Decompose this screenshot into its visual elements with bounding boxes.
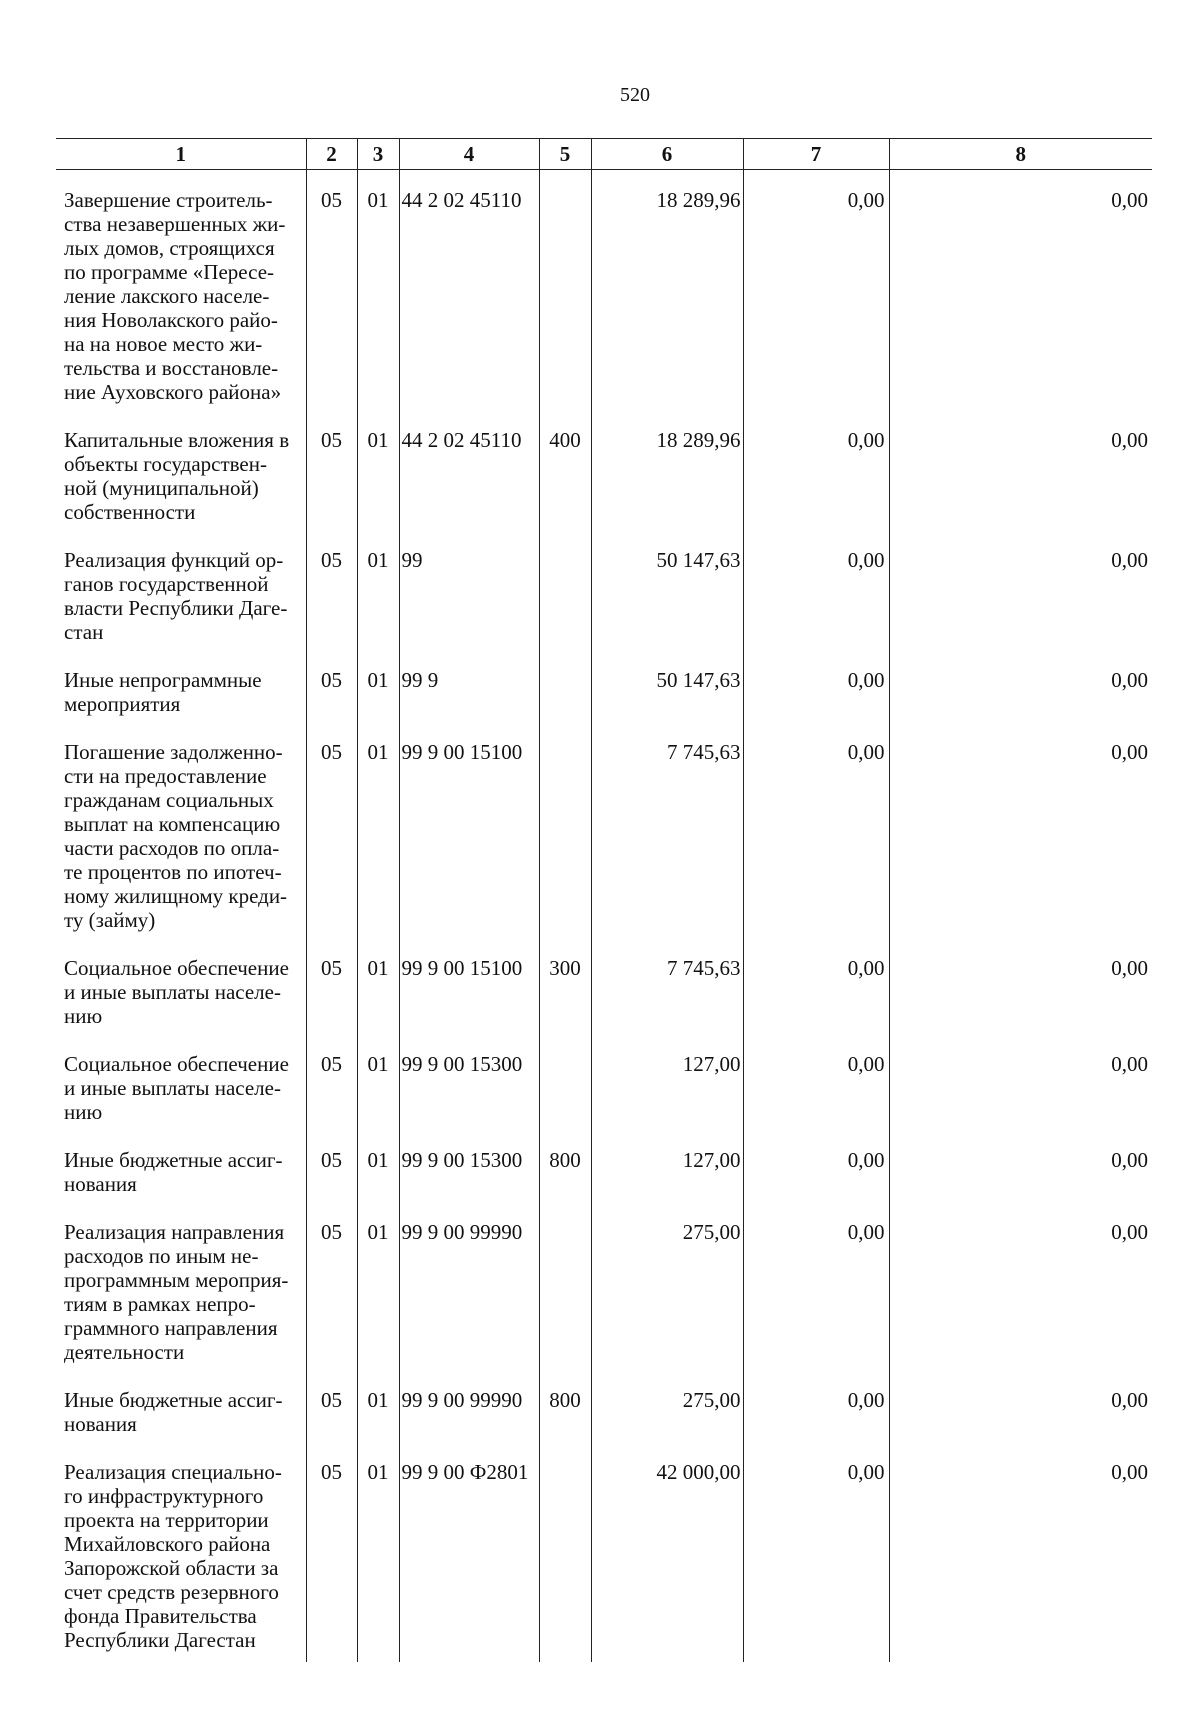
row-target-article: 99 9 00 99990 <box>399 1388 539 1460</box>
header-col-3: 3 <box>357 139 399 170</box>
row-target-article: 99 9 00 Ф2801 <box>399 1460 539 1662</box>
row-subsection: 01 <box>357 1220 399 1388</box>
row-subsection: 01 <box>357 1148 399 1220</box>
header-col-5: 5 <box>539 139 591 170</box>
row-amount: 127,00 <box>591 1052 743 1148</box>
row-amount: 18 289,96 <box>591 170 743 429</box>
row-target-article: 44 2 02 45110 <box>399 170 539 429</box>
row-target-article: 44 2 02 45110 <box>399 428 539 548</box>
row-subsection: 01 <box>357 740 399 956</box>
table-row <box>56 1388 1152 1460</box>
row-col7: 0,00 <box>743 668 889 740</box>
row-section: 05 <box>306 956 357 1052</box>
table-row <box>56 548 1152 668</box>
row-col8: 0,00 <box>889 956 1152 1052</box>
row-col8: 0,00 <box>889 548 1152 668</box>
header-col-2: 2 <box>306 139 357 170</box>
row-amount: 50 147,63 <box>591 548 743 668</box>
row-name: Реализация функций ор- ганов государственной власти Республики Даге- стан <box>56 548 306 668</box>
page-number: 520 <box>620 84 650 106</box>
row-target-article: 99 9 00 15300 <box>399 1052 539 1148</box>
row-subsection: 01 <box>357 170 399 429</box>
row-col7: 0,00 <box>743 1052 889 1148</box>
row-expense-type <box>539 1052 591 1148</box>
row-col8: 0,00 <box>889 668 1152 740</box>
row-amount: 50 147,63 <box>591 668 743 740</box>
row-col8: 0,00 <box>889 1388 1152 1460</box>
row-section: 05 <box>306 1460 357 1662</box>
row-name: Завершение строитель- ства незавершенных жи- лых домов, строящихся по программе «Пересе- ление лакского населе- ния Новолакского райо- на на новое место жи- тельства и восстановле- ние Ауховского района» <box>56 170 306 429</box>
row-subsection: 01 <box>357 1388 399 1460</box>
row-expense-type <box>539 668 591 740</box>
row-target-article: 99 9 00 15100 <box>399 956 539 1052</box>
row-expense-type: 400 <box>539 428 591 548</box>
header-col-7: 7 <box>743 139 889 170</box>
row-name: Капитальные вложения в объекты государствен- ной (муниципальной) собственности <box>56 428 306 548</box>
row-col7: 0,00 <box>743 1388 889 1460</box>
row-section: 05 <box>306 740 357 956</box>
row-col7: 0,00 <box>743 1220 889 1388</box>
row-amount: 18 289,96 <box>591 428 743 548</box>
row-target-article: 99 9 00 15100 <box>399 740 539 956</box>
row-name: Иные бюджетные ассиг- нования <box>56 1148 306 1220</box>
row-col7: 0,00 <box>743 428 889 548</box>
row-name: Реализация направления расходов по иным не- программным мероприя- тиям в рамках непро- граммного направления деятельности <box>56 1220 306 1388</box>
header-col-4: 4 <box>399 139 539 170</box>
row-name: Реализация специально- го инфраструктурного проекта на территории Михайловского района Запорожской области за счет средств резервного фонда Правительства Республики Дагестан <box>56 1460 306 1662</box>
row-section: 05 <box>306 668 357 740</box>
row-section: 05 <box>306 548 357 668</box>
row-subsection: 01 <box>357 1460 399 1662</box>
budget-table <box>56 138 1152 1662</box>
row-amount: 42 000,00 <box>591 1460 743 1662</box>
row-target-article: 99 9 <box>399 668 539 740</box>
table-row <box>56 170 1152 429</box>
header-col-1: 1 <box>56 139 306 170</box>
row-name: Иные непрограммные мероприятия <box>56 668 306 740</box>
row-col8: 0,00 <box>889 1220 1152 1388</box>
row-section: 05 <box>306 1388 357 1460</box>
row-expense-type: 800 <box>539 1388 591 1460</box>
table-row <box>56 428 1152 548</box>
table-body <box>56 170 1152 1663</box>
row-expense-type <box>539 548 591 668</box>
header-row <box>56 139 1152 170</box>
row-col8: 0,00 <box>889 428 1152 548</box>
row-name: Социальное обеспечение и иные выплаты населе- нию <box>56 956 306 1052</box>
row-col8: 0,00 <box>889 740 1152 956</box>
table-row <box>56 1052 1152 1148</box>
row-col7: 0,00 <box>743 1460 889 1662</box>
table-row <box>56 956 1152 1052</box>
table-row <box>56 1148 1152 1220</box>
header-col-6: 6 <box>591 139 743 170</box>
row-expense-type: 800 <box>539 1148 591 1220</box>
row-name: Погашение задолженно- сти на предоставление гражданам социальных выплат на компенсацию части расходов по опла- те процентов по ипотеч- ному жилищному креди- ту (займу) <box>56 740 306 956</box>
row-amount: 127,00 <box>591 1148 743 1220</box>
row-section: 05 <box>306 1220 357 1388</box>
row-subsection: 01 <box>357 428 399 548</box>
row-subsection: 01 <box>357 956 399 1052</box>
row-col8: 0,00 <box>889 1460 1152 1662</box>
table-row <box>56 740 1152 956</box>
row-amount: 275,00 <box>591 1388 743 1460</box>
row-section: 05 <box>306 1052 357 1148</box>
row-name: Социальное обеспечение и иные выплаты населе- нию <box>56 1052 306 1148</box>
row-amount: 275,00 <box>591 1220 743 1388</box>
row-subsection: 01 <box>357 668 399 740</box>
row-section: 05 <box>306 170 357 429</box>
row-target-article: 99 9 00 99990 <box>399 1220 539 1388</box>
row-expense-type <box>539 1220 591 1388</box>
header-col-8: 8 <box>889 139 1152 170</box>
row-expense-type: 300 <box>539 956 591 1052</box>
row-col7: 0,00 <box>743 956 889 1052</box>
row-name: Иные бюджетные ассиг- нования <box>56 1388 306 1460</box>
row-col8: 0,00 <box>889 1052 1152 1148</box>
row-col7: 0,00 <box>743 170 889 429</box>
row-expense-type <box>539 1460 591 1662</box>
row-subsection: 01 <box>357 1052 399 1148</box>
row-expense-type <box>539 740 591 956</box>
row-col8: 0,00 <box>889 170 1152 429</box>
row-amount: 7 745,63 <box>591 956 743 1052</box>
row-subsection: 01 <box>357 548 399 668</box>
row-col7: 0,00 <box>743 1148 889 1220</box>
row-section: 05 <box>306 1148 357 1220</box>
row-col8: 0,00 <box>889 1148 1152 1220</box>
table-row <box>56 1220 1152 1388</box>
row-col7: 0,00 <box>743 548 889 668</box>
row-target-article: 99 <box>399 548 539 668</box>
table-row <box>56 668 1152 740</box>
table-header <box>56 139 1152 170</box>
row-amount: 7 745,63 <box>591 740 743 956</box>
row-section: 05 <box>306 428 357 548</box>
row-target-article: 99 9 00 15300 <box>399 1148 539 1220</box>
row-col7: 0,00 <box>743 740 889 956</box>
row-expense-type <box>539 170 591 429</box>
table-row <box>56 1460 1152 1662</box>
